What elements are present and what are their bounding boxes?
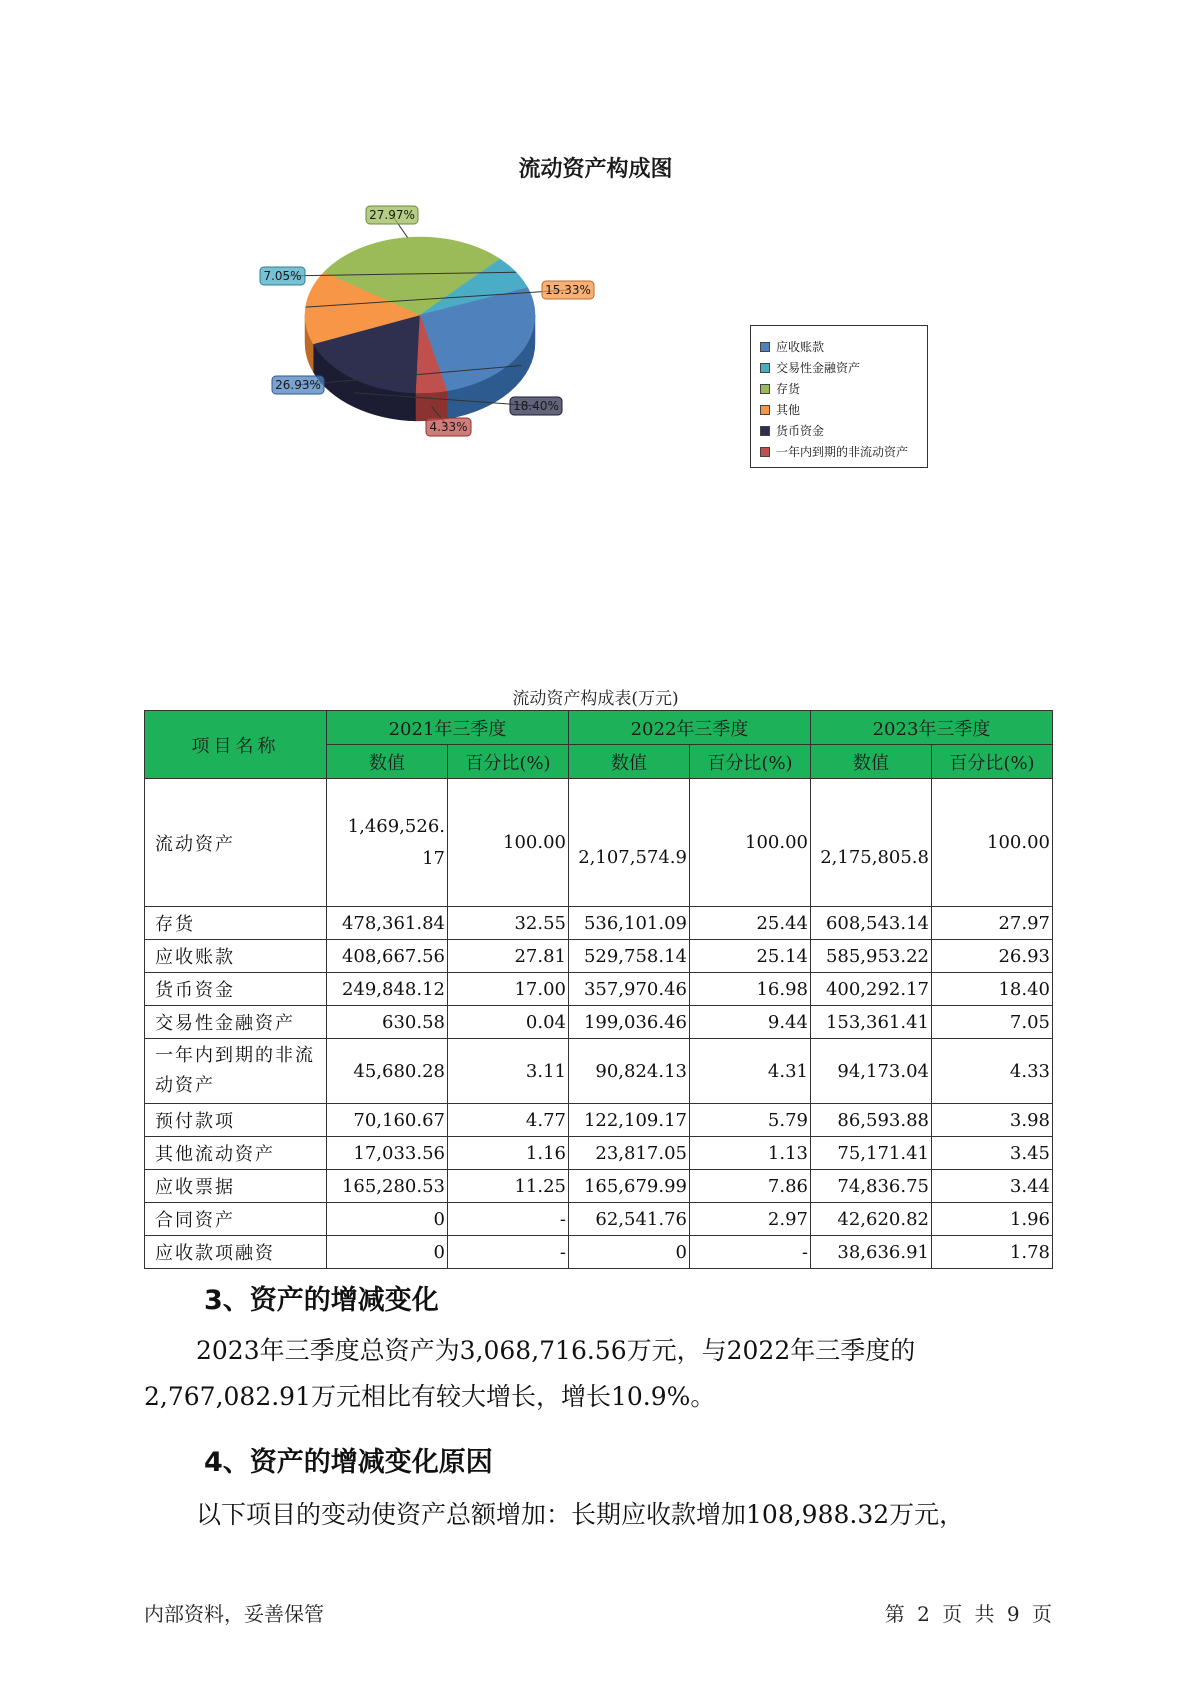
cell-value: 86,593.88 <box>811 1104 932 1137</box>
pie-data-label: 18.40% <box>513 399 559 413</box>
header-period: 2021年三季度 <box>327 711 569 745</box>
cell-percent: 1.13 <box>690 1137 811 1170</box>
cell-value: 0 <box>327 1236 448 1269</box>
cell-value: 38,636.91 <box>811 1236 932 1269</box>
row-name: 存货 <box>145 907 327 940</box>
cell-value: 478,361.84 <box>327 907 448 940</box>
header-value: 数值 <box>569 745 690 779</box>
footer-page-number: 第 2 页 共 9 页 <box>884 1602 1052 1626</box>
paragraph-line: 2023年三季度总资产为3,068,716.56万元，与2022年三季度的 <box>196 1336 916 1365</box>
header-percent: 百分比(%) <box>448 745 569 779</box>
paragraph-line: 以下项目的变动使资产总额增加：长期应收款增加108,988.32万元， <box>196 1500 965 1529</box>
row-name: 预付款项 <box>145 1104 327 1137</box>
cell-value: 2,175,805.8 <box>811 779 932 907</box>
cell-value: 17,033.56 <box>327 1137 448 1170</box>
cell-value: 153,361.41 <box>811 1006 932 1039</box>
cell-value: 165,679.99 <box>569 1170 690 1203</box>
cell-percent: 26.93 <box>932 940 1053 973</box>
cell-value: 0 <box>327 1203 448 1236</box>
cell-percent: 3.45 <box>932 1137 1053 1170</box>
legend-swatch <box>760 384 770 394</box>
header-value: 数值 <box>327 745 448 779</box>
chart-legend <box>750 325 928 468</box>
cell-percent: 2.97 <box>690 1203 811 1236</box>
cell-percent: 3.11 <box>448 1039 569 1104</box>
cell-percent: 7.05 <box>932 1006 1053 1039</box>
cell-percent: 0.04 <box>448 1006 569 1039</box>
cell-percent: 27.97 <box>932 907 1053 940</box>
cell-value-text: 1,469,526.17 <box>347 815 445 869</box>
header-period: 2022年三季度 <box>569 711 811 745</box>
legend-label: 一年内到期的非流动资产 <box>776 445 909 459</box>
row-name: 合同资产 <box>145 1203 327 1236</box>
cell-percent: 25.44 <box>690 907 811 940</box>
cell-percent: 1.96 <box>932 1203 1053 1236</box>
cell-value: 529,758.14 <box>569 940 690 973</box>
cell-value: 75,171.41 <box>811 1137 932 1170</box>
pie-data-label: 26.93% <box>275 378 321 392</box>
section3-paragraph <box>144 1328 1052 1420</box>
cell-percent: 4.77 <box>448 1104 569 1137</box>
header-item-name: 项目名称 <box>145 711 327 779</box>
legend-item <box>760 441 927 462</box>
cell-percent: 100.00 <box>932 779 1053 907</box>
header-percent: 百分比(%) <box>690 745 811 779</box>
legend-label: 其他 <box>776 403 801 417</box>
cell-value: 90,824.13 <box>569 1039 690 1104</box>
cell-value: 74,836.75 <box>811 1170 932 1203</box>
cell-percent: - <box>448 1236 569 1269</box>
table-row <box>145 1104 1053 1137</box>
legend-label: 货币资金 <box>776 424 825 438</box>
cell-value: 42,620.82 <box>811 1203 932 1236</box>
legend-swatch <box>760 363 770 373</box>
footer-confidential: 内部资料，妥善保管 <box>144 1602 324 1626</box>
row-name: 流动资产 <box>145 779 327 907</box>
legend-label: 应收账款 <box>776 340 825 354</box>
legend-item <box>760 399 927 420</box>
section-heading: 3、资产的增减变化 <box>204 1285 439 1316</box>
paragraph-line: 2,767,082.91万元相比有较大增长，增长10.9%。 <box>144 1382 716 1411</box>
legend-swatch <box>760 405 770 415</box>
cell-percent: - <box>690 1236 811 1269</box>
table-row <box>145 1236 1053 1269</box>
table-row <box>145 1203 1053 1236</box>
pie-slice-side <box>416 391 447 421</box>
pie-chart <box>230 200 610 460</box>
cell-percent: 1.16 <box>448 1137 569 1170</box>
table-row <box>145 1137 1053 1170</box>
table-row <box>145 1170 1053 1203</box>
cell-percent: 32.55 <box>448 907 569 940</box>
cell-percent: - <box>448 1203 569 1236</box>
cell-value: 0 <box>569 1236 690 1269</box>
legend-label: 交易性金融资产 <box>776 361 861 375</box>
header-percent: 百分比(%) <box>932 745 1053 779</box>
legend-item <box>760 378 927 399</box>
table-row <box>145 973 1053 1006</box>
legend-swatch <box>760 447 770 457</box>
cell-value <box>327 779 448 907</box>
cell-percent: 18.40 <box>932 973 1053 1006</box>
cell-percent: 5.79 <box>690 1104 811 1137</box>
pie-data-label: 4.33% <box>429 420 468 434</box>
cell-percent: 100.00 <box>690 779 811 907</box>
cell-value: 199,036.46 <box>569 1006 690 1039</box>
row-name: 应收账款 <box>145 940 327 973</box>
cell-percent: 27.81 <box>448 940 569 973</box>
row-name: 货币资金 <box>145 973 327 1006</box>
cell-value: 608,543.14 <box>811 907 932 940</box>
pie-data-label: 7.05% <box>263 269 302 283</box>
table-row <box>145 907 1053 940</box>
cell-value: 408,667.56 <box>327 940 448 973</box>
row-name: 其他流动资产 <box>145 1137 327 1170</box>
cell-percent: 100.00 <box>448 779 569 907</box>
cell-percent: 3.98 <box>932 1104 1053 1137</box>
current-assets-table <box>144 710 1053 1269</box>
section4-paragraph <box>144 1492 1052 1538</box>
legend-item <box>760 420 927 441</box>
cell-percent: 4.31 <box>690 1039 811 1104</box>
cell-value: 62,541.76 <box>569 1203 690 1236</box>
header-value: 数值 <box>811 745 932 779</box>
cell-percent: 16.98 <box>690 973 811 1006</box>
cell-percent: 25.14 <box>690 940 811 973</box>
cell-value: 94,173.04 <box>811 1039 932 1104</box>
cell-value: 165,280.53 <box>327 1170 448 1203</box>
cell-value: 23,817.05 <box>569 1137 690 1170</box>
chart-title: 流动资产构成图 <box>518 157 673 182</box>
cell-value: 536,101.09 <box>569 907 690 940</box>
row-name: 应收票据 <box>145 1170 327 1203</box>
cell-value: 630.58 <box>327 1006 448 1039</box>
cell-percent: 17.00 <box>448 973 569 1006</box>
header-period: 2023年三季度 <box>811 711 1053 745</box>
cell-value: 45,680.28 <box>327 1039 448 1104</box>
cell-value: 585,953.22 <box>811 940 932 973</box>
row-name: 交易性金融资产 <box>145 1006 327 1039</box>
cell-value: 2,107,574.9 <box>569 779 690 907</box>
row-name: 一年内到期的非流动资产 <box>145 1039 327 1104</box>
table-row <box>145 1039 1053 1104</box>
cell-percent: 4.33 <box>932 1039 1053 1104</box>
cell-percent: 1.78 <box>932 1236 1053 1269</box>
row-name: 应收款项融资 <box>145 1236 327 1269</box>
legend-item <box>760 357 927 378</box>
table-caption: 流动资产构成表(万元) <box>512 689 679 709</box>
cell-value: 70,160.67 <box>327 1104 448 1137</box>
section-heading: 4、资产的增减变化原因 <box>204 1447 493 1478</box>
cell-value: 249,848.12 <box>327 973 448 1006</box>
cell-value: 122,109.17 <box>569 1104 690 1137</box>
pie-data-label: 27.97% <box>369 208 415 222</box>
cell-percent: 11.25 <box>448 1170 569 1203</box>
cell-value: 357,970.46 <box>569 973 690 1006</box>
cell-percent: 3.44 <box>932 1170 1053 1203</box>
legend-item <box>760 336 927 357</box>
cell-percent: 7.86 <box>690 1170 811 1203</box>
pie-data-label: 15.33% <box>545 283 591 297</box>
table-row <box>145 1006 1053 1039</box>
legend-swatch <box>760 426 770 436</box>
legend-swatch <box>760 342 770 352</box>
table-row <box>145 940 1053 973</box>
cell-value: 400,292.17 <box>811 973 932 1006</box>
cell-percent: 9.44 <box>690 1006 811 1039</box>
table-row <box>145 779 1053 907</box>
legend-label: 存货 <box>776 382 801 396</box>
